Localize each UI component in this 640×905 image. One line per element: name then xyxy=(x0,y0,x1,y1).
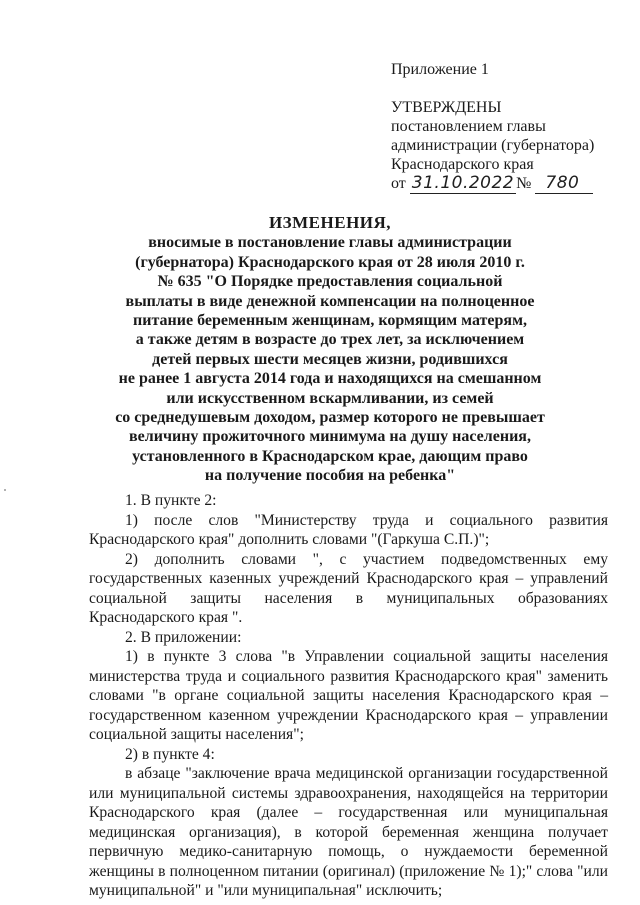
approval-date-row xyxy=(391,174,594,194)
number-label: № xyxy=(516,175,532,192)
handwritten-number: 780 xyxy=(535,174,593,194)
paragraph: в абзаце "заключение врача медицинской организации государственной или муниципальной системы здравоохранения, находящейся на территории Краснодарского края (далее – государственная или муниципальная медицинская организация), в которой беременная женщина получает первичную медико-санитарную помощь, о нуждаемости беременной женщины в полноценном питании (оригинал) (приложение № 1);" слова "или муниципальной" и "или муниципальная" исключить; xyxy=(89,765,608,899)
from-label: от xyxy=(391,175,406,192)
title-line: установленного в Краснодарском крае, дающим право xyxy=(132,447,528,465)
title-line: а также детям в возрасте до трех лет, за исключением xyxy=(135,331,525,349)
appendix-label: Приложение 1 xyxy=(391,61,489,78)
paragraph: 1) в пункте 3 слова "в Управлении социальной защиты населения министерства труда и социального развития Краснодарского края" заменить словами "в органе социальной защиты населения Краснодарского края – государственном казенном учреждении Краснодарского края – управлении социальной защиты населения"; xyxy=(89,648,608,743)
title-line: или искусственном вскармливании, из семей xyxy=(166,389,494,407)
title-line: выплаты в виде денежной компенсации на полноценное xyxy=(125,292,535,310)
paragraph: 2. В приложении: xyxy=(125,628,242,646)
title-line: вносимые в постановление главы администрации xyxy=(148,234,512,252)
paragraph: 2) дополнить словами ", с участием подведомственных ему государственных казенных учреждений Краснодарского края – управлений социальной защиты населения в муниципальных образованиях Краснодарского края ". xyxy=(89,550,608,626)
title-line: № 635 "О Порядке предоставления социальной xyxy=(157,273,503,291)
title-line: детей первых шести месяцев жизни, родившихся xyxy=(152,350,508,368)
handwritten-date: 31.10.2022 xyxy=(411,173,515,193)
paragraph: 2) в пункте 4: xyxy=(125,745,215,763)
title-line: со среднедушевым доходом, размер которого не превышает xyxy=(115,409,545,427)
title-line: величину прожиточного минимума на душу населения, xyxy=(129,428,531,446)
document-body xyxy=(89,491,608,901)
approved-heading: УТВЕРЖДЕНЫ xyxy=(391,99,502,116)
approval-block xyxy=(391,60,594,194)
approval-line: администрации (губернатора) xyxy=(391,137,595,154)
spacer xyxy=(391,79,594,98)
paragraph: 1) после слов "Министерству труда и социального развития Краснодарского края" дополнить словами "(Гаркуша С.П.)"; xyxy=(89,511,608,548)
paragraph: 1. В пункте 2: xyxy=(125,492,217,509)
title-main: ИЗМЕНЕНИЯ, xyxy=(268,213,392,232)
document-title xyxy=(100,213,560,486)
title-line: на получение пособия на ребенка" xyxy=(204,467,456,485)
title-line: не ранее 1 августа 2014 года и находящихся на смешанном xyxy=(118,370,542,388)
title-line: питание беременным женщинам, кормящим матерям, xyxy=(133,312,527,330)
title-line: (губернатора) Краснодарского края от 28 июля 2010 г. xyxy=(135,253,525,271)
approval-line: постановлением главы xyxy=(391,118,546,135)
scan-speck xyxy=(4,489,6,491)
approval-line: Краснодарского края xyxy=(391,156,534,173)
